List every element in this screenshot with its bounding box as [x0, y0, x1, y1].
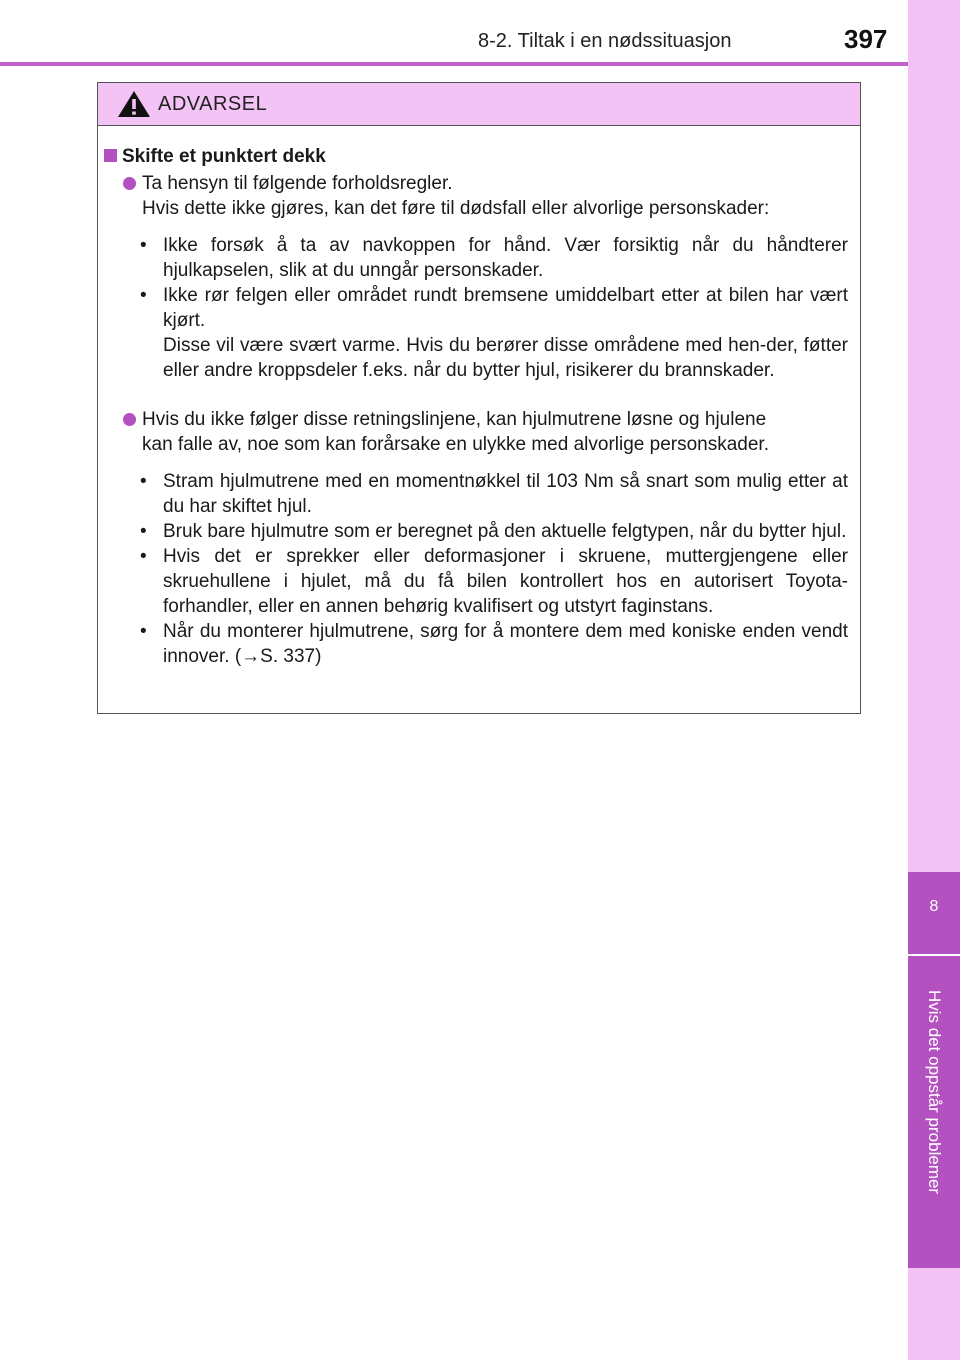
- bullet-text: Hvis det er sprekker eller deformasjoner i skruene, muttergjengene eller skruehullene i hjulet, må du få bilen kontrollert hos en autorisert Toyota-forhandler, eller en annen behørig kvalifisert og utstyrt faginstans.: [163, 546, 848, 617]
- bullet-list: [136, 469, 848, 669]
- list-item: [123, 407, 853, 457]
- bullet-text: Ikke forsøk å ta av navkoppen for hånd. Vær forsiktig når du håndterer hjulkapselen, slik at du unngår personskader.: [163, 235, 848, 281]
- bullet-list: [136, 233, 848, 383]
- bullet-dot: •: [140, 285, 147, 306]
- circle-bullet-icon: [123, 413, 136, 426]
- bullet-dot: •: [140, 235, 147, 256]
- item-line: Hvis du ikke følger disse retningslinjene, kan hjulmutrene løsne og hjulene: [142, 409, 767, 430]
- bullet-dot: •: [140, 621, 147, 642]
- section-heading: 8-2. Tiltak i en nødssituasjon: [478, 30, 732, 52]
- item-line: Hvis dette ikke gjøres, kan det føre til dødsfall eller alvorlige personskader:: [142, 198, 770, 219]
- warning-label: ADVARSEL: [158, 93, 268, 115]
- bullet-item: [136, 519, 848, 544]
- item-line: Ta hensyn til følgende forholdsregler.: [142, 173, 453, 194]
- warning-header: [98, 83, 860, 126]
- page-number: 397: [844, 24, 888, 54]
- chapter-title: Hvis det oppstår problemer: [925, 989, 944, 1195]
- bullet-dot: •: [140, 521, 147, 542]
- section-title-text: Skifte et punktert dekk: [122, 146, 326, 167]
- bullet-item: [136, 544, 848, 619]
- circle-bullet-icon: [123, 177, 136, 190]
- bullet-dot: •: [140, 471, 147, 492]
- bullet-item: [136, 469, 848, 519]
- chapter-title-container: [908, 966, 960, 1218]
- list-item: [123, 171, 853, 221]
- chapter-number: 8: [929, 898, 939, 915]
- warning-box: [97, 82, 861, 714]
- bullet-item: [136, 233, 848, 283]
- bullet-text: Når du monterer hjulmutrene, sørg for å montere dem med koniske enden vendt innover. (→S. 337): [163, 621, 848, 667]
- chapter-divider: [908, 954, 960, 956]
- header-rule: [0, 62, 908, 66]
- warning-triangle-icon: [116, 89, 152, 119]
- bullet-text: Stram hjulmutrene med en momentnøkkel til 103 Nm så snart som mulig etter at du har skiftet hjul.: [163, 471, 848, 517]
- square-bullet-icon: [104, 149, 117, 162]
- bullet-continuation: [136, 333, 848, 383]
- item-line: kan falle av, noe som kan forårsake en ulykke med alvorlige personskader.: [142, 434, 769, 455]
- section-title: [104, 144, 326, 169]
- bullet-item: [136, 283, 848, 333]
- warning-body: [98, 127, 860, 713]
- bullet-text: Ikke rør felgen eller området rundt bremsene umiddelbart etter at bilen har vært kjørt.: [163, 285, 848, 331]
- bullet-text: Disse vil være svært varme. Hvis du berører disse områdene med hen-der, føtter eller andre kroppsdeler f.eks. når du bytter hjul, risikerer du brannskader.: [163, 335, 848, 381]
- bullet-dot: •: [140, 546, 147, 567]
- bullet-text: Bruk bare hjulmutre som er beregnet på den aktuelle felgtypen, når du bytter hjul.: [163, 521, 847, 542]
- bullet-item: [136, 619, 848, 669]
